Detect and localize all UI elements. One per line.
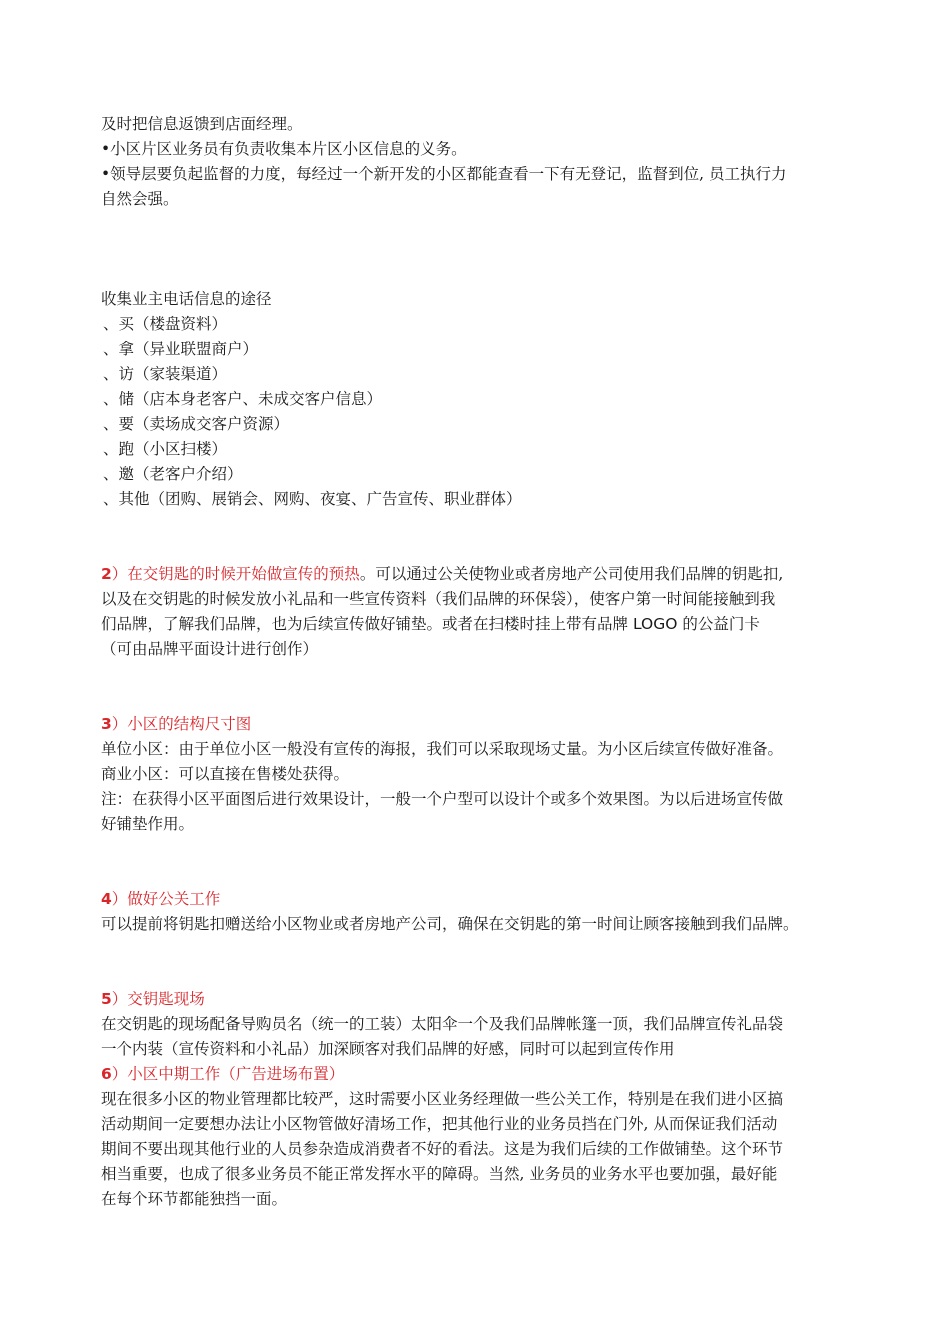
paragraph-line: 以及在交钥匙的时候发放小礼品和一些宣传资料（我们品牌的环保袋），使客户第一时间能接触到我: [101, 590, 776, 608]
spacer: [101, 837, 861, 887]
section-heading: ）做好公关工作: [111, 890, 221, 908]
list-item: 、买（楼盘资料）: [103, 315, 228, 333]
paragraph-line: 注：在获得小区平面图后进行效果设计，一般一个户型可以设计个或多个效果图。为以后进场宣传做: [101, 790, 784, 808]
paragraph-text: 们品牌，了解我们品牌，也为后续宣传做好铺垫。或者在扫楼时挂上带有品牌: [101, 615, 633, 633]
collect-section: [101, 287, 861, 512]
paragraph-line: 好铺垫作用。: [101, 815, 195, 833]
list-item: 、储（店本身老客户、未成交客户信息）: [103, 390, 383, 408]
section-heading: ）交钥匙现场: [111, 990, 205, 1008]
list-item: 、要（卖场成交客户资源）: [103, 415, 290, 433]
paragraph-line: 现在很多小区的物业管理都比较严，这时需要小区业务经理做一些公关工作，特别是在我们进小区搞: [101, 1090, 784, 1108]
spacer: [101, 212, 861, 287]
spacer: [101, 512, 861, 562]
section-4: [101, 887, 861, 937]
paragraph-line: [101, 612, 861, 637]
section-6: [101, 1062, 861, 1212]
section-title: [101, 712, 861, 737]
section-5: [101, 987, 861, 1062]
section-number: 5: [101, 990, 112, 1008]
section-number: 3: [101, 715, 112, 733]
section-number: 6: [101, 1065, 112, 1083]
list-item: 、访（家装渠道）: [103, 365, 228, 383]
intro-line: 及时把信息返馈到店面经理。: [101, 115, 303, 133]
paragraph-line: 可以提前将钥匙扣赠送给小区物业或者房地产公司，确保在交钥匙的第一时间让顾客接触到我们品牌。: [101, 915, 799, 933]
section-title: [101, 987, 861, 1012]
document-page: [101, 112, 861, 1212]
paragraph-line: 在交钥匙的现场配备导购员名（统一的工装）太阳伞一个及我们品牌帐篷一顶，我们品牌宣传礼品袋: [101, 1015, 784, 1033]
section-title: [101, 887, 861, 912]
intro-block: [101, 112, 861, 212]
section-heading: ）在交钥匙的时候开始做宣传的预热: [111, 565, 360, 583]
section-heading: ）小区的结构尺寸图: [111, 715, 252, 733]
list-item: 、跑（小区扫楼）: [103, 440, 228, 458]
paragraph-line: 单位小区：由于单位小区一般没有宣传的海报，我们可以采取现场丈量。为小区后续宣传做好准备。: [101, 740, 784, 758]
section-text: 。可以通过公关使物业或者房地产公司使用我们品牌的钥匙扣,: [359, 565, 784, 583]
spacer: [101, 937, 861, 987]
paragraph-line: 相当重要，也成了很多业务员不能正常发挥水平的障碍。当然, 业务员的业务水平也要加强，最好能: [101, 1165, 778, 1183]
paragraph-line: 商业小区：可以直接在售楼处获得。: [101, 765, 350, 783]
section-2-first-line: [101, 562, 861, 587]
collect-title: 收集业主电话信息的途径: [101, 290, 272, 308]
logo-text: LOGO: [632, 615, 678, 633]
section-2: [101, 562, 861, 662]
bullet-line: •小区片区业务员有负责收集本片区小区信息的义务。: [101, 140, 467, 158]
list-item: 、邀（老客户介绍）: [103, 465, 243, 483]
paragraph-line: （可由品牌平面设计进行创作）: [101, 640, 319, 658]
paragraph-line: 一个内装（宣传资料和小礼品）加深顾客对我们品牌的好感，同时可以起到宣传作用: [101, 1040, 675, 1058]
section-title: [101, 1062, 861, 1087]
section-3: [101, 712, 861, 837]
section-heading: ）小区中期工作（广告进场布置）: [111, 1065, 345, 1083]
paragraph-line: 在每个环节都能独挡一面。: [101, 1190, 288, 1208]
spacer: [101, 662, 861, 712]
section-number: 2: [101, 565, 112, 583]
paragraph-line: 活动期间一定要想办法让小区物管做好清场工作，把其他行业的业务员挡在门外, 从而保证我们活动: [101, 1115, 778, 1133]
bullet-line: •领导层要负起监督的力度，每经过一个新开发的小区都能查看一下有无登记，监督到位, 员工执行力: [101, 165, 787, 183]
paragraph-text: 的公益门卡: [677, 615, 760, 633]
list-item: 、拿（异业联盟商户）: [103, 340, 259, 358]
list-item: 、其他（团购、展销会、网购、夜宴、广告宣传、职业群体）: [103, 490, 522, 508]
intro-line: 自然会强。: [101, 190, 179, 208]
section-number: 4: [101, 890, 112, 908]
paragraph-line: 期间不要出现其他行业的人员参杂造成消费者不好的看法。这是为我们后续的工作做铺垫。这个环节: [101, 1140, 784, 1158]
